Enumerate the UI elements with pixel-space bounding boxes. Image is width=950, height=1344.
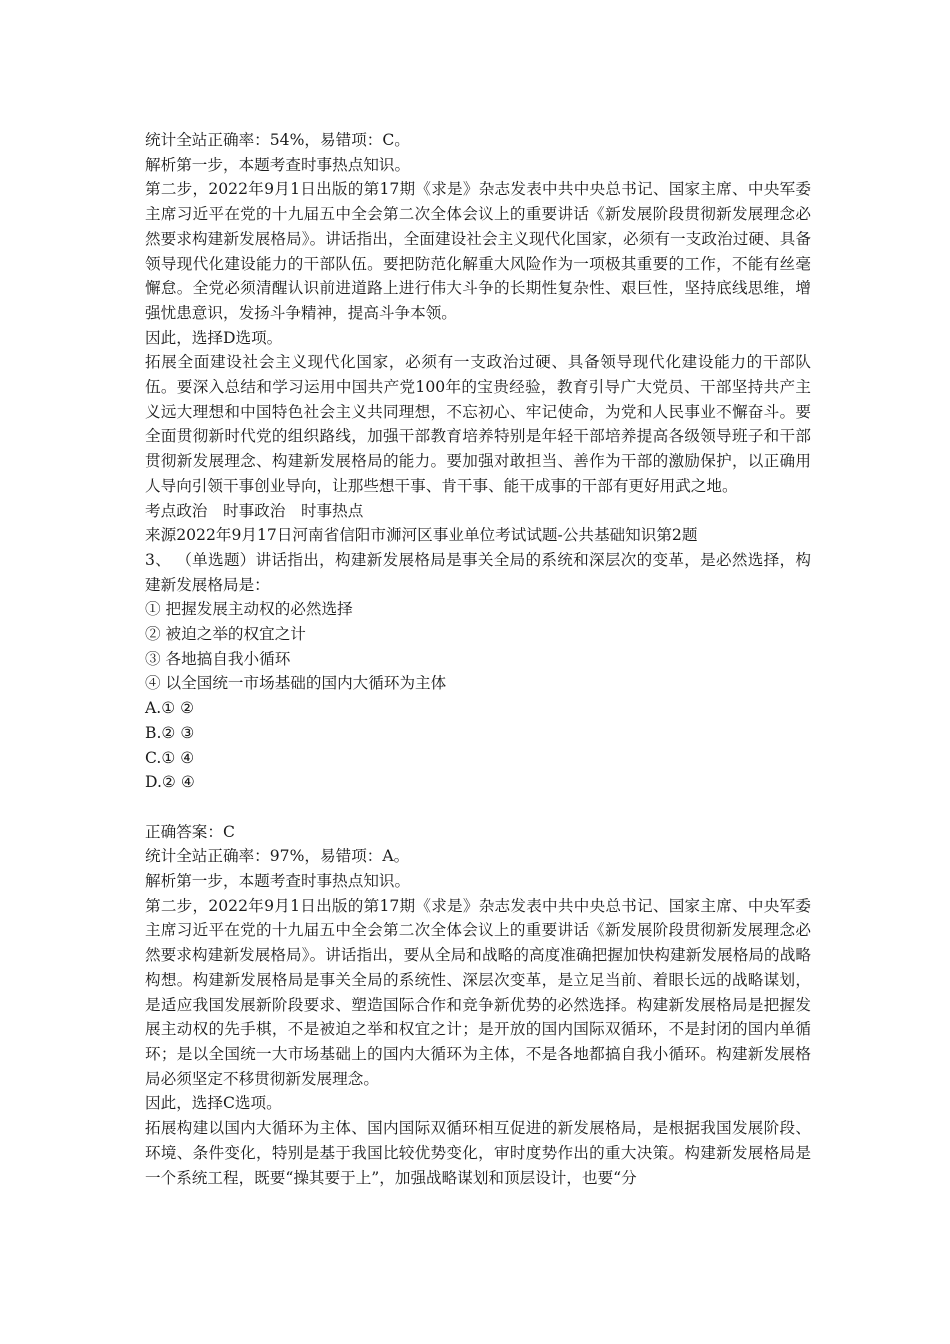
q3-option-c: C.① ④ (145, 748, 195, 767)
q3-statement-4: ④ 以全国统一市场基础的国内大循环为主体 (145, 674, 447, 693)
q3-stem: 3、 （单选题）讲话指出，构建新发展格局是事关全局的系统和深层次的变革，是必然选择，构建新发展格局是： (145, 550, 811, 594)
blank-line (145, 795, 811, 820)
q2-analysis-step1: 解析第一步，本题考查时事热点知识。 (145, 155, 411, 174)
q2-stats: 统计全站正确率：54%，易错项：C。 (145, 131, 410, 149)
q3-option-b: B.② ③ (145, 723, 195, 742)
q3-conclusion: 因此，选择C选项。 (145, 1094, 282, 1113)
q3-statement-3: ③ 各地搞自我小循环 (145, 649, 291, 668)
q3-analysis-step2: 第二步，2022年9月1日出版的第17期《求是》杂志发表中共中央总书记、国家主席、中央军委主席习近平在党的十九届五中全会第二次全体会议上的重要讲话《新发展阶段贯彻新发展理念必然要求构建新发展格局》。讲话指出，要从全局和战略的高度准确把握加快构建新发展格局的战略构想。构建新发展格局是事关全局的系统性、深层次变革，是立足当前、着眼长远的战略谋划，是适应我国发展新阶段要求、塑造国际合作和竞争新优势的必然选择。构建新发展格局是把握发展主动权的先手棋，不是被迫之举和权宜之计；是开放的国内国际双循环，不是封闭的国内单循环；是以全国统一大市场基础上的国内大循环为主体，不是各地都搞自我小循环。构建新发展格局必须坚定不移贯彻新发展理念。 (145, 896, 811, 1088)
q3-option-d: D.② ④ (145, 773, 195, 792)
q3-stats: 统计全站正确率：97%，易错项：A。 (145, 847, 410, 866)
q3-statement-2: ② 被迫之举的权宜之计 (145, 625, 306, 644)
q3-analysis-step1: 解析第一步，本题考查时事热点知识。 (145, 872, 411, 891)
q2-analysis-step2: 第二步，2022年9月1日出版的第17期《求是》杂志发表中共中央总书记、国家主席、中央军委主席习近平在党的十九届五中全会第二次全体会议上的重要讲话《新发展阶段贯彻新发展理念必然要求构建新发展格局》。讲话指出，全面建设社会主义现代化国家，必须有一支政治过硬、具备领导现代化建设能力的干部队伍。要把防范化解重大风险作为一项极其重要的工作，不能有丝毫懈怠。全党必须清醒认识前进道路上进行伟大斗争的长期性复杂性、艰巨性，坚持底线思维，增强忧患意识，发扬斗争精神，提高斗争本领。 (145, 180, 811, 322)
document-page (145, 128, 811, 1190)
q2-tags: 考点政治 时事政治 时事热点 (145, 501, 364, 520)
q2-source: 来源2022年9月17日河南省信阳市浉河区事业单位考试试题-公共基础知识第2题 (145, 526, 698, 545)
q3-extension: 拓展构建以国内大循环为主体、国内国际双循环相互促进的新发展格局，是根据我国发展阶段、环境、条件变化，特别是基于我国比较优势变化，审时度势作出的重大决策。构建新发展格局是一个系统工程，既要“操其要于上”，加强战略谋划和顶层设计，也要“分 (145, 1119, 811, 1187)
q2-extension: 拓展全面建设社会主义现代化国家，必须有一支政治过硬、具备领导现代化建设能力的干部队伍。要深入总结和学习运用中国共产党100年的宝贵经验，教育引导广大党员、干部坚持共产主义远大理想和中国特色社会主义共同理想，不忘初心、牢记使命，为党和人民事业不懈奋斗。要全面贯彻新时代党的组织路线，加强干部教育培养特别是年轻干部培养提高各级领导班子和干部贯彻新发展理念、构建新发展格局的能力。要加强对敢担当、善作为干部的激励保护，以正确用人导向引领干事创业导向，让那些想干事、肯干事、能干成事的干部有更好用武之地。 (145, 353, 811, 495)
q3-answer: 正确答案：C (145, 822, 235, 841)
q3-option-a: A.① ② (145, 699, 195, 718)
q2-conclusion: 因此，选择D选项。 (145, 328, 283, 347)
q3-statement-1: ① 把握发展主动权的必然选择 (145, 600, 353, 619)
